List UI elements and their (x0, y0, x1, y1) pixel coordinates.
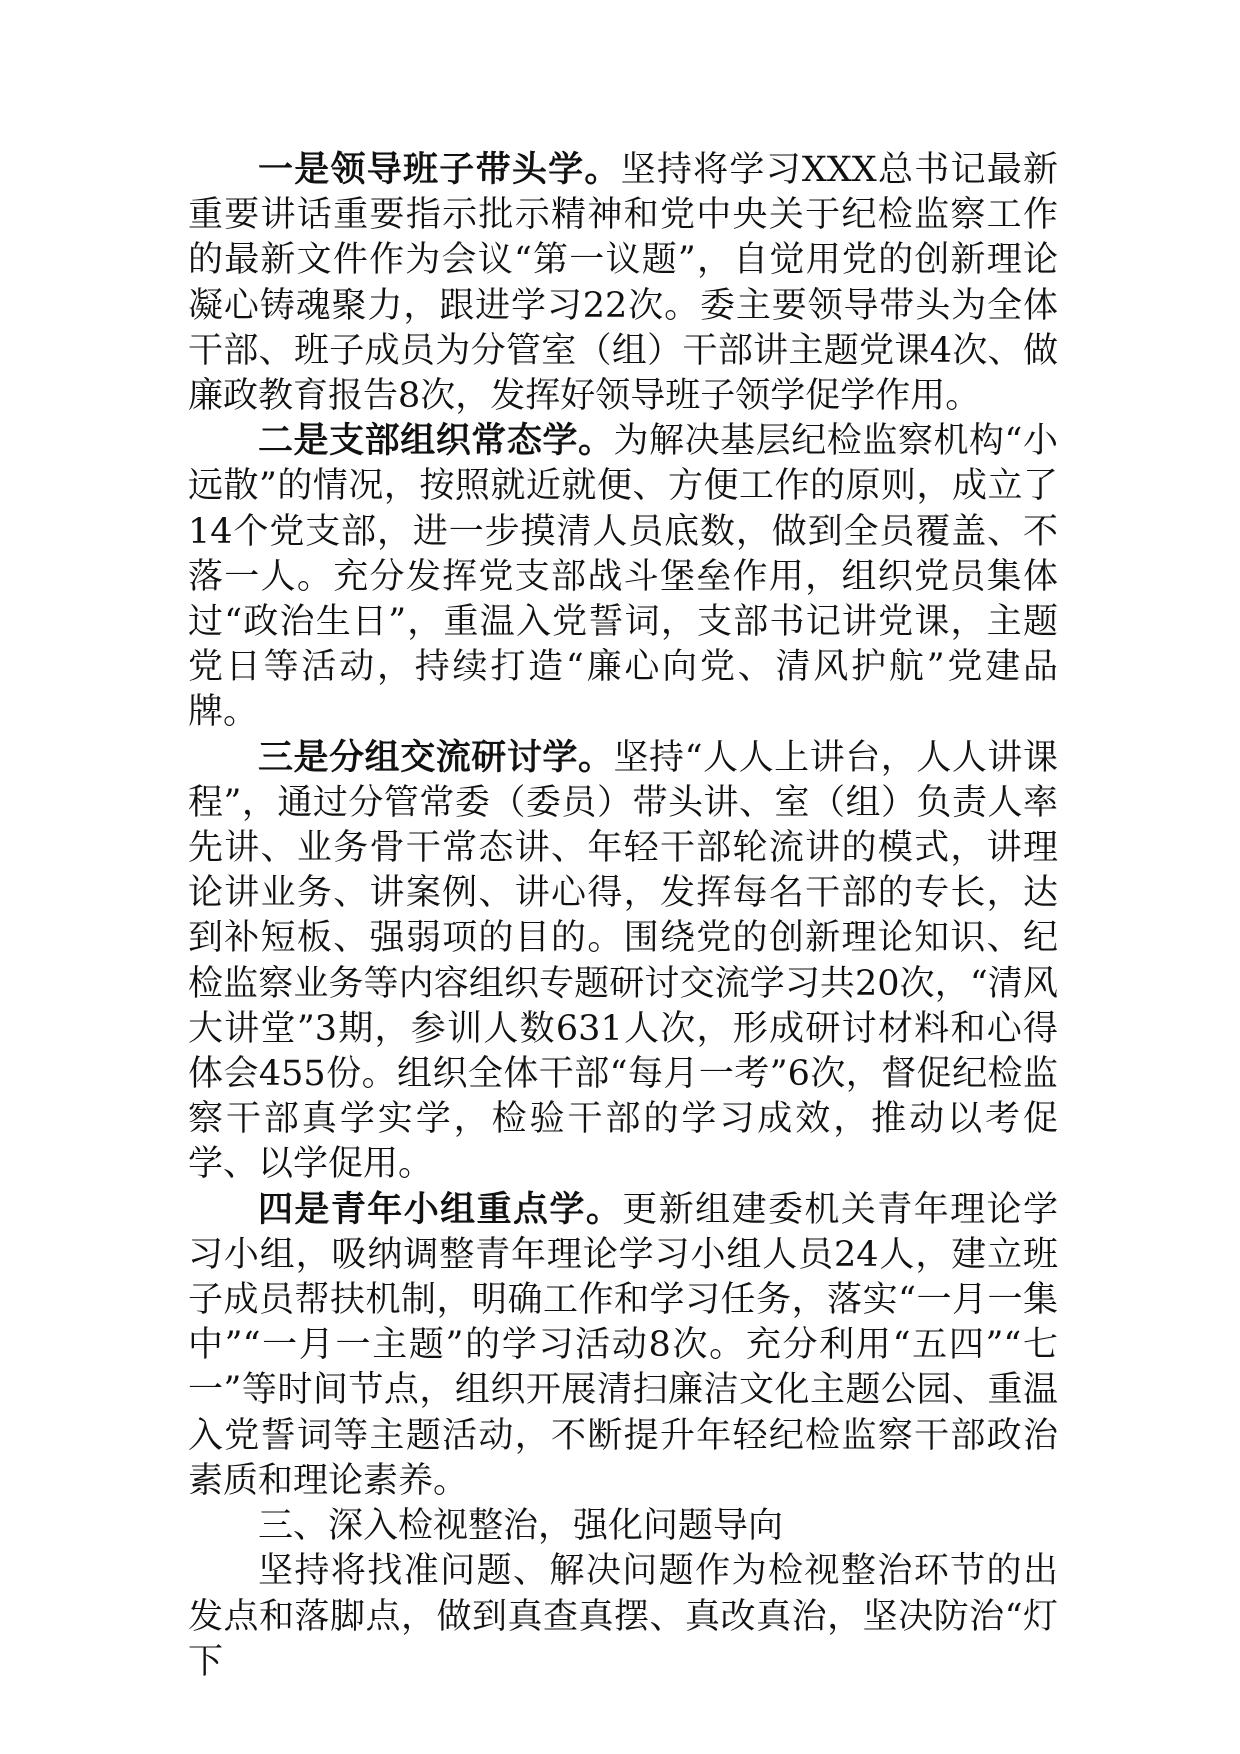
paragraph-youth-study (188, 1188, 1058, 1504)
section-heading: 三、深入检视整治，强化问题导向 (258, 1506, 784, 1547)
paragraph-body: 坚持“人人上讲台，人人讲课程”，通过分管常委（委员）带头讲、室（组）负责人率先讲、业务骨干常态讲、年轻干部轮流讲的模式，讲理论讲业务、讲案例、讲心得，发挥每名干部的专长，达到补短板、强弱项的目的。围绕党的创新理论知识、纪检监察业务等内容组织专题研讨交流学习共20次，“清风大讲堂”3期，参训人数631人次，形成研讨材料和心得体会455份。组织全体干部“每月一考”6次，督促纪检监察干部真学实学，检验干部的学习成效，推动以考促学、以学促用。 (188, 737, 1058, 1185)
paragraph-group-study (188, 736, 1058, 1188)
paragraph-body: 坚持将学习XXX总书记最新重要讲话重要指示批示精神和党中央关于纪检监察工作的最新文件作为会议“第一议题”，自觉用党的创新理论凝心铸魂聚力，跟进学习22次。委主要领导带头为全体干部、班子成员为分管室（组）干部讲主题党课4次、做廉政教育报告8次，发挥好领导班子领学促学作用。 (188, 150, 1058, 417)
paragraph-lead: 四是青年小组重点学。 (258, 1189, 623, 1230)
paragraph-body: 为解决基层纪检监察机构“小远散”的情况，按照就近就便、方便工作的原则，成立了14个党支部，进一步摸清人员底数，做到全员覆盖、不落一人。充分发挥党支部战斗堡垒作用，组织党员集体过“政治生日”，重温入党誓词，支部书记讲党课，主题党日等活动，持续打造“廉心向党、清风护航”党建品牌。 (188, 421, 1058, 733)
paragraph-lead: 一是领导班子带头学。 (258, 150, 621, 190)
document-page (188, 148, 1058, 1685)
paragraph-lead: 二是支部组织常态学。 (258, 421, 614, 462)
paragraph-leadership-study (188, 148, 1058, 419)
paragraph-lead: 三是分组交流研讨学。 (258, 737, 614, 778)
paragraph-body: 更新组建委机关青年理论学习小组，吸纳调整青年理论学习小组人员24人，建立班子成员帮扶机制，明确工作和学习任务，落实“一月一集中”“一月一主题”的学习活动8次。充分利用“五四”“七一”等时间节点，组织开展清扫廉洁文化主题公园、重温入党誓词等主题活动，不断提升年轻纪检监察干部政治素质和理论素养。 (188, 1189, 1058, 1501)
paragraph-closing: 坚持将找准问题、解决问题作为检视整治环节的出发点和落脚点，做到真查真摆、真改真治，坚决防治“灯下 (188, 1551, 1058, 1682)
paragraph-branch-study (188, 419, 1058, 735)
